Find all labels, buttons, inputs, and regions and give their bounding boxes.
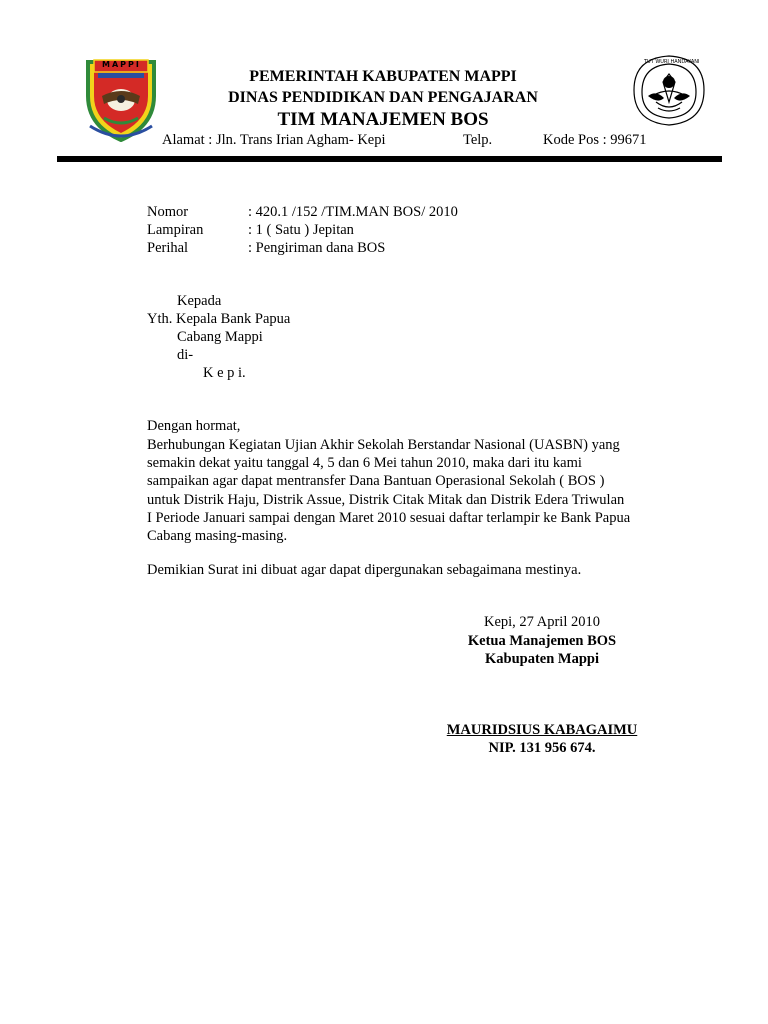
paragraph-line: I Periode Januari sampai dengan Maret 2010 sesuai daftar terlampir ke Bank Papua (147, 509, 631, 526)
paragraph-line: Berhubungan Kegiatan Ujian Akhir Sekolah Berstandar Nasional (UASBN) yang (147, 437, 620, 453)
recipient-kota: K e p i. (203, 365, 246, 381)
recipient-cabang: Cabang Mappi (177, 329, 263, 345)
sign-place-date: Kepi, 27 April 2010 (484, 614, 600, 630)
meta-key: Nomor (147, 204, 189, 220)
paragraph-line: Cabang masing-masing. (147, 528, 288, 545)
meta-lampiran (147, 222, 354, 239)
meta-key: Lampiran (147, 222, 204, 238)
sign-title2: Kabupaten Mappi (484, 651, 600, 667)
paragraph-line: semakin dekat yaitu tanggal 4, 5 dan 6 Mei tahun 2010, maka dari itu kami (147, 455, 582, 472)
mappi-logo (80, 56, 162, 142)
tut-wuri-logo-text: TUT WURI HANDAYANI (644, 59, 700, 65)
meta-value: : 1 ( Satu ) Jepitan (248, 222, 354, 238)
meta-nomor (147, 204, 458, 221)
telp-label: Telp. (463, 132, 493, 148)
address-text: Alamat : Jln. Trans Irian Agham- Kepi (162, 132, 386, 148)
address-line (162, 132, 386, 149)
sign-name (420, 722, 664, 739)
body-paragraph (147, 436, 667, 545)
recipient-yth: Yth. Kepala Bank Papua (147, 311, 291, 327)
meta-perihal (147, 240, 385, 257)
paragraph-line: untuk Distrik Haju, Distrik Assue, Distrik Citak Mitak dan Distrik Edera Triwulan (147, 491, 625, 508)
salutation: Dengan hormat, (147, 418, 241, 434)
kop-dinas: DINAS PENDIDIKAN DAN PENGAJARAN (228, 89, 538, 106)
sign-title1: Ketua Manajemen BOS (467, 633, 617, 649)
meta-value: : 420.1 /152 /TIM.MAN BOS/ 2010 (248, 204, 458, 220)
paragraph-line: sampaikan agar dapat mentransfer Dana Bantuan Operasional Sekolah ( BOS ) (147, 473, 605, 490)
mappi-logo-text: MAPPI (102, 60, 141, 69)
recipient-di: di- (177, 347, 194, 363)
kodepos-text: Kode Pos : 99671 (543, 132, 647, 148)
recipient-kepada: Kepada (177, 293, 222, 309)
sign-nip: NIP. 131 956 674. (488, 740, 596, 756)
sign-name-text: MAURIDSIUS KABAGAIMU (446, 722, 638, 738)
kop-pemerintah: PEMERINTAH KABUPATEN MAPPI (249, 68, 517, 85)
meta-key: Perihal (147, 240, 189, 256)
kop-tim: TIM MANAJEMEN BOS (277, 109, 489, 130)
letterhead-rule (57, 156, 722, 162)
tut-wuri-handayani-logo (628, 52, 710, 128)
closing: Demikian Surat ini dibuat agar dapat dipergunakan sebagaimana mestinya. (147, 562, 582, 578)
meta-value: : Pengiriman dana BOS (248, 240, 386, 256)
